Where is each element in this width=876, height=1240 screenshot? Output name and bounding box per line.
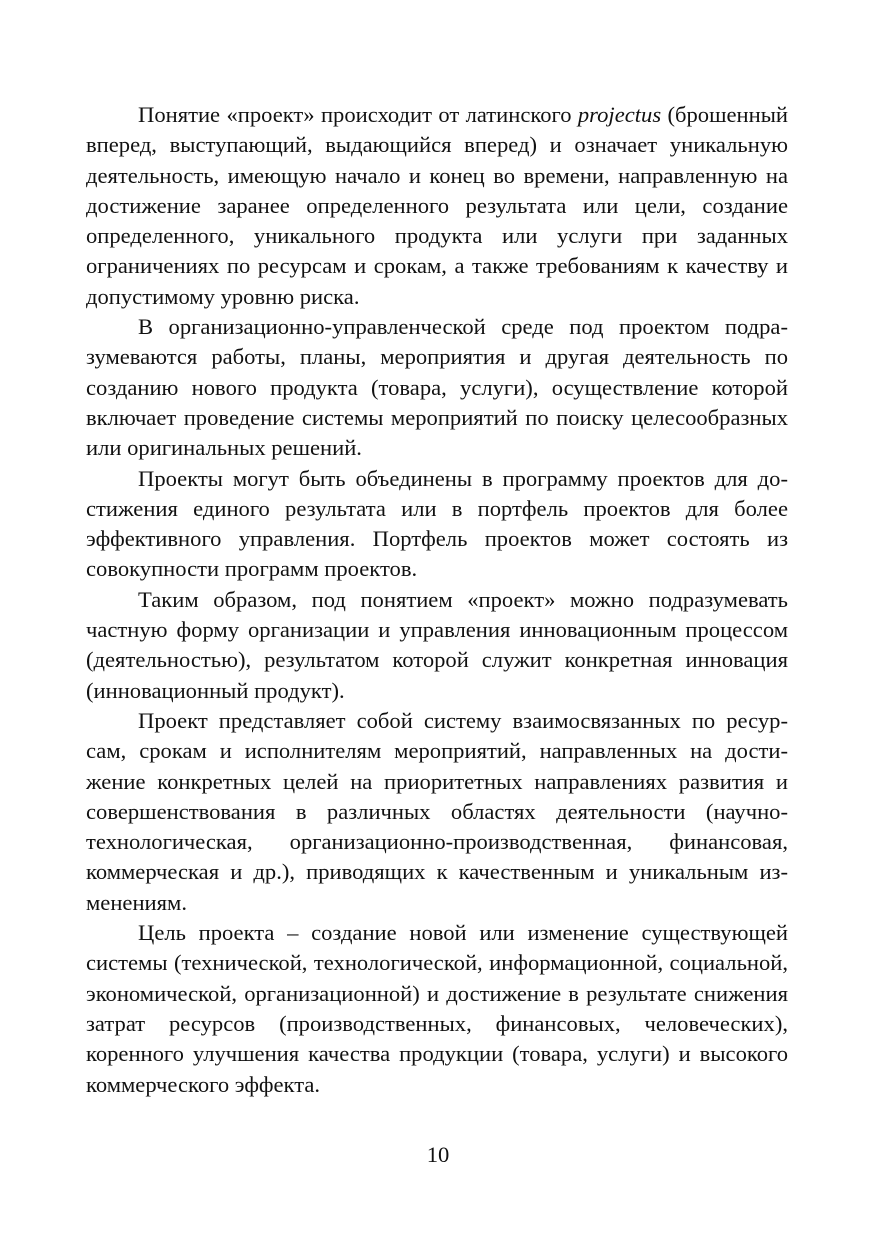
paragraph-innovation-form: Таким образом, под понятием «проект» можно подразумевать частную форму организации и управления инновационным процессом (деятельностью), результатом которой служит конкретная инновация (инновационный продукт). <box>86 586 788 703</box>
paragraph-programs-portfolios: Проекты могут быть объединены в программу проектов для достижения единого результата или в портфель проектов для более эффективного управления. Портфель проектов может состоять из совокупности программ проектов. <box>86 465 788 582</box>
paragraph-1-text-end: (брошенный вперед, выступающий, выдающийся вперед) и означает уникальную деятельность, имеющую начало и конец во времени, направленную на достижение заранее определенного результата или цели, создание определенного, уникального продукта или услуги при заданных ограничениях по ресурсам и срокам, а также требованиям к качеству и допустимому уровню риска. <box>86 102 788 309</box>
paragraph-project-goal: Цель проекта – создание новой или изменение существующей системы (технической, технологической, информационной, социальной, экономической, организационной) и достижение в результате снижения затрат ресурсов (производственных, финансовых, человеческих), коренного улучшения качества продукции (товара, услуги) и высокого коммерческого эффекта. <box>86 920 788 1097</box>
paragraph-project-definition <box>86 100 788 312</box>
paragraph-1-text-start: Понятие «проект» происходит от латинского <box>138 102 578 127</box>
page-number: 10 <box>426 1142 450 1167</box>
paragraph-project-system: Проект представляет собой систему взаимосвязанных по ресурсам, срокам и исполнителям мероприятий, направленных на достижение конкретных целей на приоритетных направлениях развития и совершенствования в различных областях деятельности (научно-технологическая, организационно-производственная, финансовая, коммерческая и др.), приводящих к качественным и уникальным изменениям. <box>86 707 788 915</box>
paragraph-organizational-context: В организационно-управленческой среде под проектом подразумеваются работы, планы, мероприятия и другая деятельность по созданию нового продукта (товара, услуги), осуществление которой включает проведение системы мероприятий по поиску целесообразных или оригинальных решений. <box>86 314 788 461</box>
latin-term: projectus <box>577 102 662 127</box>
document-page <box>86 100 788 1100</box>
